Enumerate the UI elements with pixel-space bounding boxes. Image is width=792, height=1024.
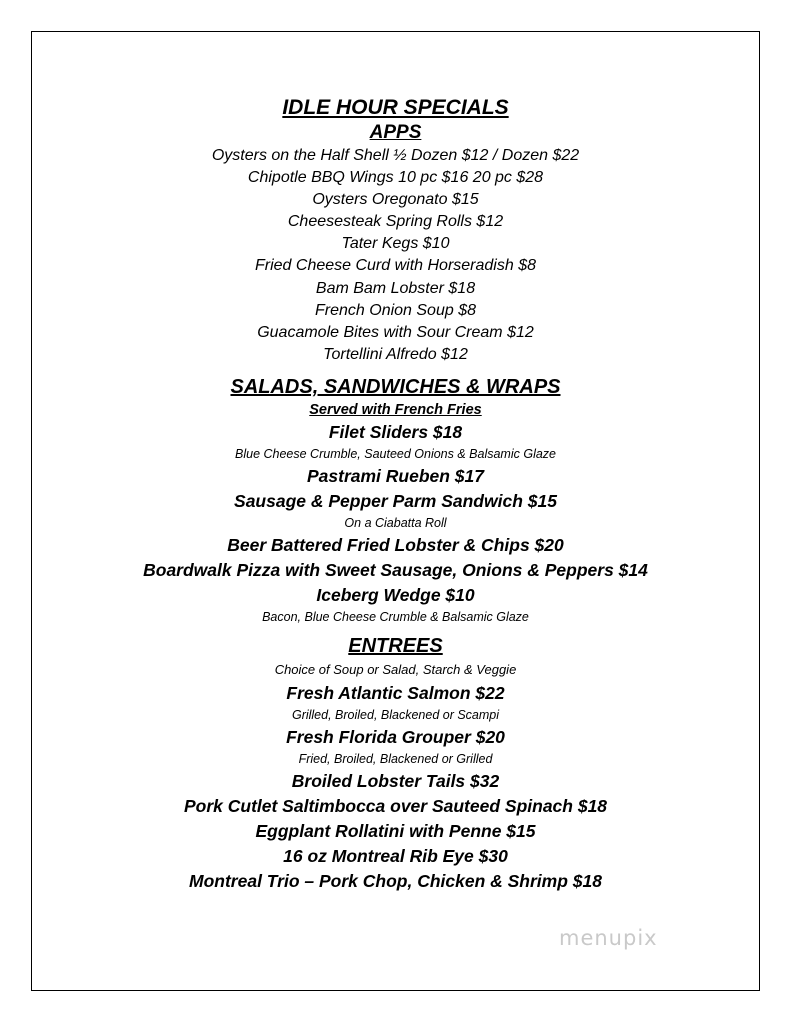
salads-item-name: Boardwalk Pizza with Sweet Sausage, Onions & Peppers $14 <box>143 559 648 580</box>
salads-item-name: Iceberg Wedge $10 <box>316 584 475 605</box>
salads-item-desc: On a Ciabatta Roll <box>344 515 447 530</box>
entree-item-name: Fresh Florida Grouper $20 <box>286 726 505 747</box>
app-item: Chipotle BBQ Wings 10 pc $16 20 pc $28 <box>247 169 544 187</box>
apps-heading: APPS <box>369 122 422 143</box>
salads-note: Served with French Fries <box>309 401 482 418</box>
entree-item-name: Broiled Lobster Tails $32 <box>291 770 500 791</box>
entree-item-name: 16 oz Montreal Rib Eye $30 <box>283 845 508 866</box>
app-item: Bam Bam Lobster $18 <box>315 279 476 297</box>
salads-item-name: Sausage & Pepper Parm Sandwich $15 <box>234 490 557 511</box>
salads-item-name: Filet Sliders $18 <box>328 421 463 442</box>
salads-item-name: Beer Battered Fried Lobster & Chips $20 <box>227 534 564 555</box>
app-item: Oysters Oregonato $15 <box>312 191 479 209</box>
app-item: Guacamole Bites with Sour Cream $12 <box>257 323 534 341</box>
entree-item-name: Montreal Trio – Pork Chop, Chicken & Shrimp $18 <box>189 870 602 891</box>
app-item: Oysters on the Half Shell ½ Dozen $12 / Dozen $22 <box>211 147 580 164</box>
entree-item-desc: Grilled, Broiled, Blackened or Scampi <box>291 707 500 722</box>
salads-item-desc: Bacon, Blue Cheese Crumble & Balsamic Glaze <box>262 609 529 624</box>
menupix-watermark: menupix <box>559 926 658 950</box>
entree-item-name: Pork Cutlet Saltimbocca over Sauteed Spinach $18 <box>183 795 608 816</box>
salads-heading: SALADS, SANDWICHES & WRAPS <box>230 375 561 398</box>
app-item: Fried Cheese Curd with Horseradish $8 <box>254 257 536 275</box>
entree-item-desc: Fried, Broiled, Blackened or Grilled <box>298 751 493 766</box>
app-item: Cheesesteak Spring Rolls $12 <box>287 213 504 231</box>
menu-title: IDLE HOUR SPECIALS <box>282 96 509 119</box>
entrees-note: Choice of Soup or Salad, Starch & Veggie <box>274 661 517 677</box>
entree-item-name: Eggplant Rollatini with Penne $15 <box>255 820 536 841</box>
app-item: Tortellini Alfredo $12 <box>323 345 468 363</box>
salads-item-name: Pastrami Rueben $17 <box>306 465 485 486</box>
menu-content <box>31 94 760 894</box>
entrees-heading: ENTREES <box>348 634 443 657</box>
salads-item-desc: Blue Cheese Crumble, Sauteed Onions & Balsamic Glaze <box>235 446 556 461</box>
app-item: Tater Kegs $10 <box>341 235 450 253</box>
entree-item-name: Fresh Atlantic Salmon $22 <box>286 682 505 703</box>
app-item: French Onion Soup $8 <box>315 301 476 319</box>
